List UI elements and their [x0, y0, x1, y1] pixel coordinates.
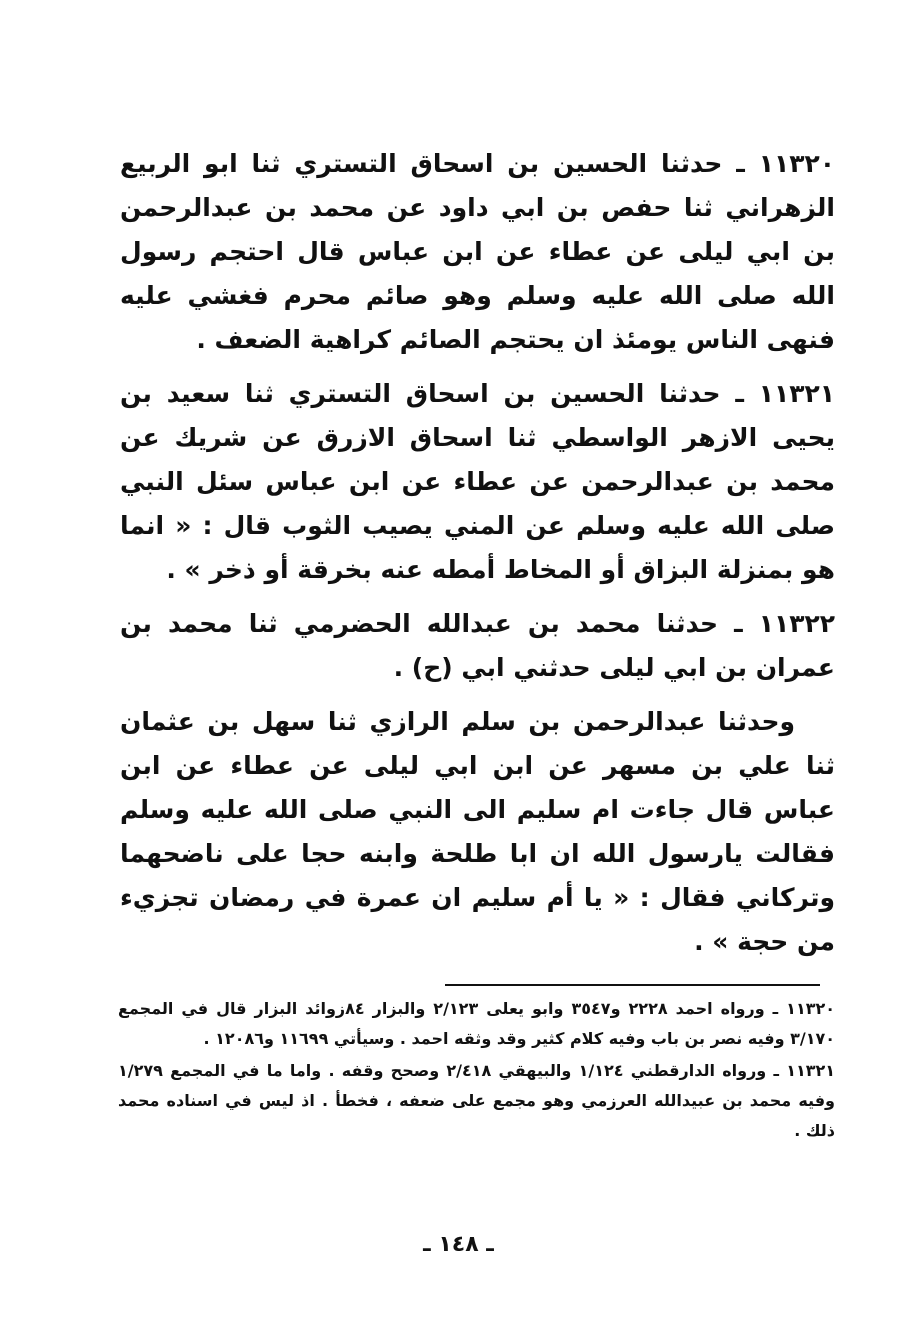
- footnotes-block: [118, 994, 835, 1148]
- footnote-divider: [445, 984, 820, 986]
- hadith-paragraph: [120, 372, 835, 592]
- hadith-body: ـ حدثنا محمد بن عبدالله الحضرمي ثنا محمد بن عمران بن ابي ليلى حدثني ابي (ح) .: [120, 609, 835, 682]
- hadith-continuation: وحدثنا عبدالرحمن بن سلم الرازي ثنا سهل بن عثمان ثنا علي بن مسهر عن ابن ابي ليلى عن عطاء عن ابن عباس قال جاءت ام سليم الى النبي صلى الله عليه وسلم فقالت يارسول الله ان ابا طلحة وابنه حجا على ناضحهما وتركاني فقال : « يا أم سليم ان عمرة في رمضان تجزيء من حجة » .: [120, 707, 835, 956]
- hadith-paragraph: [120, 142, 835, 362]
- footnote: ١١٣٢٠ ـ ورواه احمد ٢٢٢٨ و٣٥٤٧ وابو يعلى ٢/١٢٣ والبزار ٨٤زوائد البزار قال في المجمع ٣/١٧٠ وفيه نصر بن باب وفيه كلام كثير وقد وثقه احمد . وسيأتي ١١٦٩٩ و١٢٠٨٦ .: [118, 999, 835, 1048]
- hadith-text-block: [120, 142, 835, 974]
- hadith-number: ١١٣٢٢: [758, 609, 835, 638]
- hadith-body: ـ حدثنا الحسين بن اسحاق التستري ثنا ابو الربيع الزهراني ثنا حفص بن ابي داود عن محمد بن عبدالرحمن بن ابي ليلى عن عطاء عن ابن عباس قال احتجم رسول الله صلى الله عليه وسلم وهو صائم محرم فغشي عليه فنهى الناس يومئذ ان يحتجم الصائم كراهية الضعف .: [120, 149, 835, 354]
- hadith-paragraph: [120, 602, 835, 690]
- page-number: ـ ١٤٨ ـ: [423, 1232, 494, 1257]
- footnote: ١١٣٢١ ـ ورواه الدارقطني ١/١٢٤ والبيهقي ٢/٤١٨ وصحح وقفه . واما ما في المجمع ١/٢٧٩ وفيه محمد بن عبيدالله العرزمي وهو مجمع على ضعفه ، فخطأ . اذ ليس في اسناده محمد ذلك .: [118, 1061, 836, 1140]
- hadith-number: ١١٣٢١: [758, 379, 835, 408]
- hadith-number: ١١٣٢٠: [758, 149, 835, 178]
- hadith-body: ـ حدثنا الحسين بن اسحاق التستري ثنا سعيد بن يحيى الازهر الواسطي ثنا اسحاق الازرق عن شريك عن محمد بن عبدالرحمن عن عطاء عن ابن عباس سئل النبي صلى الله عليه وسلم عن المني يصيب الثوب قال : « انما هو بمنزلة البزاق أو المخاط أمطه عنه بخرقة أو ذخر » .: [120, 379, 835, 584]
